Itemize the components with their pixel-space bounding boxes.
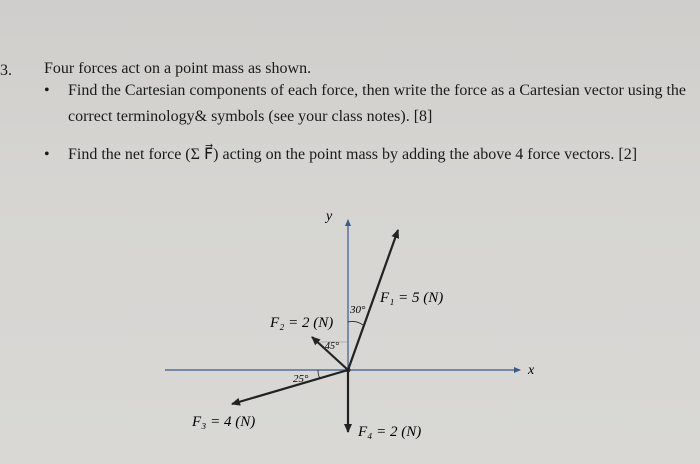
question-intro: Four forces act on a point mass as shown. xyxy=(44,60,312,77)
y-axis-label: y xyxy=(326,209,333,224)
force-f3-arrow xyxy=(232,370,348,404)
x-axis-label: x xyxy=(528,363,535,378)
f1-angle-label: 30° xyxy=(350,304,366,316)
bullet-text-1: Find the Cartesian components of each force, then write the force as a Cartesian vector using the correct terminology& symbols (see your class notes). [8] xyxy=(68,82,686,125)
f3-angle-label: 25° xyxy=(293,373,309,385)
force-f2-label: F₂ = 2 (N) xyxy=(270,315,334,331)
force-f4-label: F₄ = 2 (N) xyxy=(358,424,422,440)
f3-angle-arc xyxy=(318,370,320,378)
force-f3-label: F₃ = 4 (N) xyxy=(192,414,256,430)
f1-angle-arc xyxy=(348,321,363,325)
f2-angle-label: 45° xyxy=(325,341,339,352)
bullet-marker: • xyxy=(44,82,50,99)
point-mass xyxy=(346,368,351,373)
force-f1-label: F₁ = 5 (N) xyxy=(380,290,444,306)
bullet-text-2: Find the net force (Σ F⃗) acting on the point mass by adding the above 4 force vectors. [2] xyxy=(68,146,638,163)
question-number: 3. xyxy=(0,62,12,79)
bullet-marker: • xyxy=(44,146,50,163)
